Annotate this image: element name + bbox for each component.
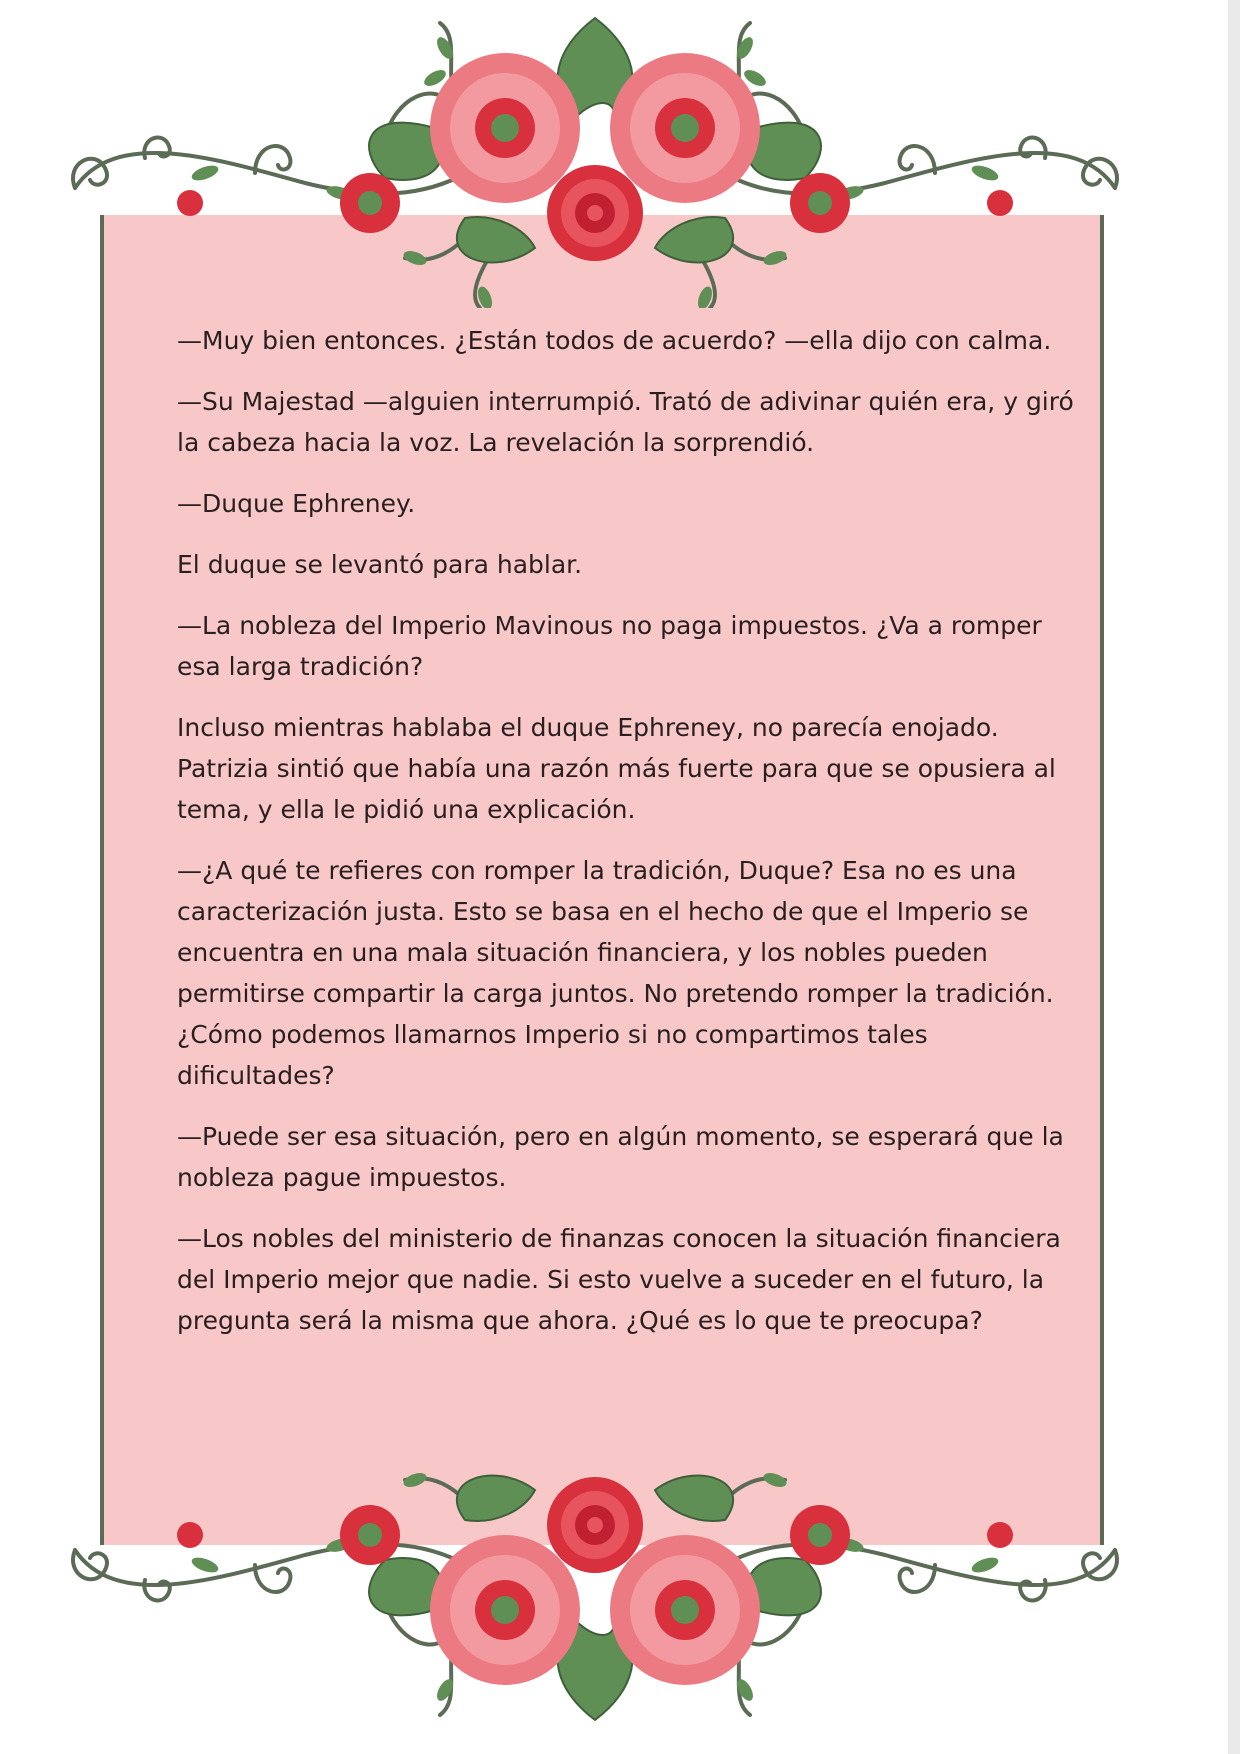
floral-bouquet-icon	[73, 1470, 1117, 1720]
story-text	[177, 320, 1077, 1361]
page-edge-strip	[1228, 0, 1240, 1754]
floral-bouquet-icon	[73, 18, 1117, 308]
paragraph: —La nobleza del Imperio Mavinous no paga impuestos. ¿Va a romper esa larga tradición?	[177, 611, 1042, 681]
paragraph: El duque se levantó para hablar.	[177, 550, 583, 579]
paragraph: —Puede ser esa situación, pero en algún momento, se esperará que la nobleza pague impuestos.	[177, 1122, 1064, 1192]
bottom-floral-ornament	[55, 1430, 1135, 1730]
paragraph: —¿A qué te refieres con romper la tradición, Duque? Esa no es una caracterización justa. Esto se basa en el hecho de que el Imperio se encuentra en una mala situación financiera, y los nobles pueden permitirse compartir la carga juntos. No pretendo romper la tradición. ¿Cómo podemos llamarnos Imperio si no compartimos tales dificultades?	[177, 856, 1054, 1090]
top-floral-ornament	[55, 8, 1135, 308]
paragraph: —Muy bien entonces. ¿Están todos de acuerdo? —ella dijo con calma.	[177, 326, 1052, 355]
paragraph: —Los nobles del ministerio de finanzas conocen la situación financiera del Imperio mejor que nadie. Si esto vuelve a suceder en el futuro, la pregunta será la misma que ahora. ¿Qué es lo que te preocupa?	[177, 1224, 1061, 1335]
paragraph: —Su Majestad —alguien interrumpió. Trató de adivinar quién era, y giró la cabeza hacia la voz. La revelación la sorprendió.	[177, 387, 1074, 457]
paragraph: Incluso mientras hablaba el duque Ephreney, no parecía enojado. Patrizia sintió que había una razón más fuerte para que se opusiera al tema, y ella le pidió una explicación.	[177, 713, 1056, 824]
paragraph: —Duque Ephreney.	[177, 489, 416, 518]
